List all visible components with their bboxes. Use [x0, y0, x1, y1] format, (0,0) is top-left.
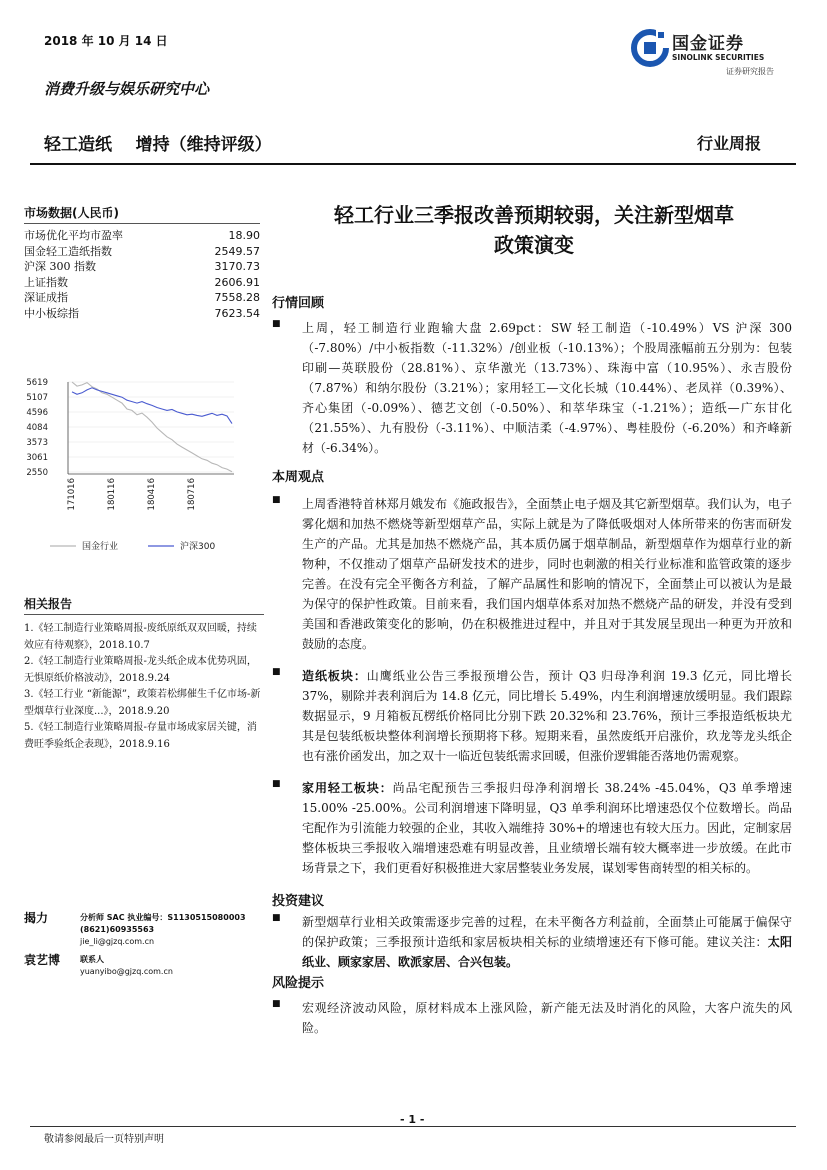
- market-data-label: 市场优化平均市盈率: [24, 229, 123, 242]
- analyst-name: 揭力: [24, 911, 49, 925]
- market-data-value: 2606.91: [214, 275, 260, 289]
- investment-paragraph: [302, 912, 792, 972]
- report-title-line1: 轻工行业三季报改善预期较弱，关注新型烟草: [334, 203, 734, 227]
- market-data-row: [24, 306, 260, 322]
- chart-xtick-label: 180116: [107, 478, 117, 511]
- bullet-square-icon: ■: [272, 495, 281, 505]
- logo-mark-icon: [630, 28, 670, 68]
- footer-divider: [30, 1126, 796, 1127]
- research-center: 消费升级与娱乐研究中心: [44, 80, 210, 98]
- analyst-sac: 分析师 SAC 执业编号：S1130515080003: [80, 913, 246, 922]
- view-paragraph-2: [302, 666, 792, 766]
- company-logo: [630, 26, 790, 78]
- chart-xtick-label: 180416: [147, 478, 157, 511]
- view-block-3: [272, 778, 792, 878]
- chart-series-line: [72, 388, 232, 424]
- analyst-role: 联系人: [80, 955, 104, 964]
- header-divider: [30, 163, 796, 165]
- report-date: 2018 年 10 月 14 日: [44, 34, 168, 48]
- chart-ytick-label: 3061: [26, 453, 48, 463]
- index-chart: [20, 370, 260, 560]
- section-weekly-view: 本周观点: [272, 470, 325, 485]
- logo-subtitle: 证券研究报告: [726, 67, 774, 76]
- chart-ytick-label: 4596: [26, 408, 48, 418]
- logo-text-en: SINOLINK SECURITIES: [672, 53, 765, 62]
- analysts-panel: [24, 912, 264, 984]
- bullet-square-icon: ■: [272, 319, 281, 329]
- market-data-rows: [24, 228, 260, 321]
- bullet-square-icon: ■: [272, 913, 281, 923]
- view-block-1: [272, 494, 792, 654]
- view-paragraph-3: [302, 778, 792, 878]
- chart-ytick-label: 5619: [26, 378, 48, 388]
- market-data-value: 7623.54: [214, 306, 260, 320]
- view-label-household: 家用轻工板块：: [302, 781, 393, 795]
- related-reports-title: 相关报告: [24, 595, 264, 615]
- market-data-panel: [24, 204, 260, 321]
- analyst-name: 袁艺博: [24, 953, 61, 967]
- chart-ytick-label: 3573: [26, 438, 48, 448]
- related-report-item[interactable]: 1.《轻工制造行业策略周报-废纸原纸双双回暖，持续效应有待观察》，2018.10.7: [24, 623, 257, 651]
- chart-ytick-label: 4084: [26, 423, 48, 433]
- report-title-line2: 政策演变: [494, 233, 574, 257]
- page-number: - 1 -: [400, 1113, 425, 1126]
- section-market-review: 行情回顾: [272, 296, 325, 311]
- chart-legend-label: 沪深300: [180, 542, 216, 552]
- bullet-square-icon: ■: [272, 999, 281, 1009]
- risk-block: [272, 998, 792, 1038]
- chart-ytick-label: 5107: [26, 393, 48, 403]
- report-title: [272, 200, 796, 260]
- related-report-item[interactable]: 5.《轻工制造行业策略周报-存量市场成家居关键，消费旺季验纸企表现》，2018.9.16: [24, 722, 257, 750]
- bullet-square-icon: ■: [272, 667, 281, 677]
- market-data-label: 中小板综指: [24, 306, 79, 320]
- section-risk: 风险提示: [272, 976, 325, 991]
- chart-xtick-label: 180716: [187, 478, 197, 511]
- review-paragraph: 上周，轻工制造行业跑输大盘 2.69pct：SW 轻工制造（-10.49%）VS 沪深 300（-7.80%）/中小板指数（-11.32%）/创业板（-10.13%）；个股周涨幅前五分别为：包装印刷—英联股份（28.81%）、京华激光（13.73%）、珠海中富（10.95%）、永吉股份（7.87%）和纳尔股份（3.21%）；家用轻工—文化长城（10.44%）、老凤祥（0.39%）、齐心集团（-0.09%）、德艺文创（-0.50%）、和萃华珠宝（-1.21%）；造纸—广东甘化（21.55%）、九有股份（-3.11%）、中顺洁柔（-4.97%）、粤桂股份（-6.20%）和齐峰新材（-6.34%）。: [302, 321, 792, 455]
- market-data-value: 18.90: [228, 229, 260, 242]
- analyst-entry: [24, 954, 264, 978]
- related-report-item[interactable]: 3.《轻工行业 “新能源”，政策若松绑催生千亿市场-新型烟草行业深度...》，2018.9.20: [24, 689, 261, 717]
- market-data-row: [24, 275, 260, 291]
- market-data-title: 市场数据(人民币): [24, 204, 260, 224]
- market-data-value: 2549.57: [214, 244, 260, 258]
- market-data-row: [24, 290, 260, 306]
- review-block: [272, 318, 792, 458]
- market-data-row: [24, 259, 260, 275]
- market-data-row: [24, 228, 260, 244]
- view-label-paper: 造纸板块：: [302, 669, 367, 683]
- investment-picks: 太阳纸业、顾家家居、欧派家居、合兴包装。: [302, 935, 792, 969]
- logo-text-cn: 国金证券: [672, 34, 744, 54]
- related-report-item[interactable]: 2.《轻工制造行业策略周报-龙头纸企成本优势巩固，无惧原纸价格波动》，2018.9.24: [24, 656, 257, 684]
- analyst-email[interactable]: jie_li@gjzq.com.cn: [80, 937, 155, 946]
- investment-block: [272, 912, 792, 972]
- market-data-value: 7558.28: [214, 291, 260, 304]
- analyst-email[interactable]: yuanyibo@gjzq.com.cn: [80, 967, 173, 976]
- chart-ytick-label: 2550: [26, 468, 48, 478]
- view-text-paper: 山鹰纸业公告三季报预增公告，预计 Q3 归母净利润 19.3 亿元，同比增长 37%，剔除并表利润后为 14.8 亿元，同比增长 5.49%，内生利润增速放缓明显。我们跟踪数据显示，9 月箱板瓦楞纸价格同比分别下跌 20.32%和 23.76%，预计三季报造纸板块尤其是包装纸板块整体利润增长预期将下移。短期来看，虽然废纸开启涨价，玖龙等龙头纸企也有涨价函发出，加之双十一临近包装纸需求回暖，但涨价逻辑能否落地仍需观察。: [302, 669, 792, 763]
- market-data-label: 上证指数: [24, 275, 68, 289]
- investment-text: 新型烟草行业相关政策需逐步完善的过程，在未平衡各方利益前，全面禁止可能属于偏保守的保护政策；三季报预计造纸和家居板块相关标的业绩增速还有下修可能。建议关注：: [302, 915, 792, 949]
- chart-legend-label: 国金行业: [82, 542, 119, 552]
- footer-disclaimer: 敬请参阅最后一页特别声明: [44, 1134, 164, 1145]
- market-data-label: 国金轻工造纸指数: [24, 244, 112, 258]
- sector-rating: 轻工造纸 增持（维持评级）: [44, 135, 272, 155]
- view-paragraph-1: 上周香港特首林郑月娥发布《施政报告》，全面禁止电子烟及其它新型烟草。我们认为，电子雾化烟和加热不燃烧等新型烟草产品，实际上就是为了降低吸烟对人体所带来的伤害而研发生产的产品。尤其是加热不燃烧产品，其本质仍属于烟草制品，新型烟草作为烟草行业的新物种，不仅推动了烟草产品研发技术的进步，同时也刺激的相关行业标准和监管政策的逐步完善。在没有完全平衡各方利益，了解产品属性和影响的情况下，全面禁止可以被认为是最为保守的保护性政策。目前来看，我们国内烟草体系对加热不燃烧产品的研发，并没有受到美国和香港政策变化的影响，仍在积极推进过程中，并且对于其发展呈现出一种更为开放和鼓励的态度。: [302, 497, 792, 651]
- view-text-household: 尚品宅配预告三季报归母净利润增长 38.24% -45.04%，Q3 单季增速 15.00% -25.00%。公司利润增速下降明显，Q3 单季利润环比增速恐仅个位数增长。尚品宅配作为引流能力较强的企业，其收入端维持 30%+的增速也有较大压力。因此，定制家居整体板块三季报收入端增速恐难有明显改善，且业绩增长端有较大概率进一步放缓。在此市场背景之下，我们更看好积极推进大家居整装业务发展，谋划零售商转型的相关标的。: [302, 781, 792, 875]
- market-data-label: 沪深 300 指数: [24, 260, 96, 273]
- analyst-entry: [24, 912, 264, 948]
- market-data-row: [24, 244, 260, 260]
- view-block-2: [272, 666, 792, 766]
- related-reports: [24, 595, 264, 753]
- analyst-phone: (8621)60935563: [80, 925, 155, 934]
- risk-paragraph: 宏观经济波动风险，原材料成本上涨风险，新产能无法及时消化的风险，大客户流失的风险。: [302, 1001, 792, 1035]
- section-investment: 投资建议: [272, 894, 325, 909]
- bullet-square-icon: ■: [272, 779, 281, 789]
- market-data-value: 3170.73: [214, 260, 260, 273]
- report-type: 行业周报: [697, 134, 762, 153]
- market-data-label: 深证成指: [24, 291, 68, 304]
- chart-xtick-label: 171016: [67, 478, 77, 511]
